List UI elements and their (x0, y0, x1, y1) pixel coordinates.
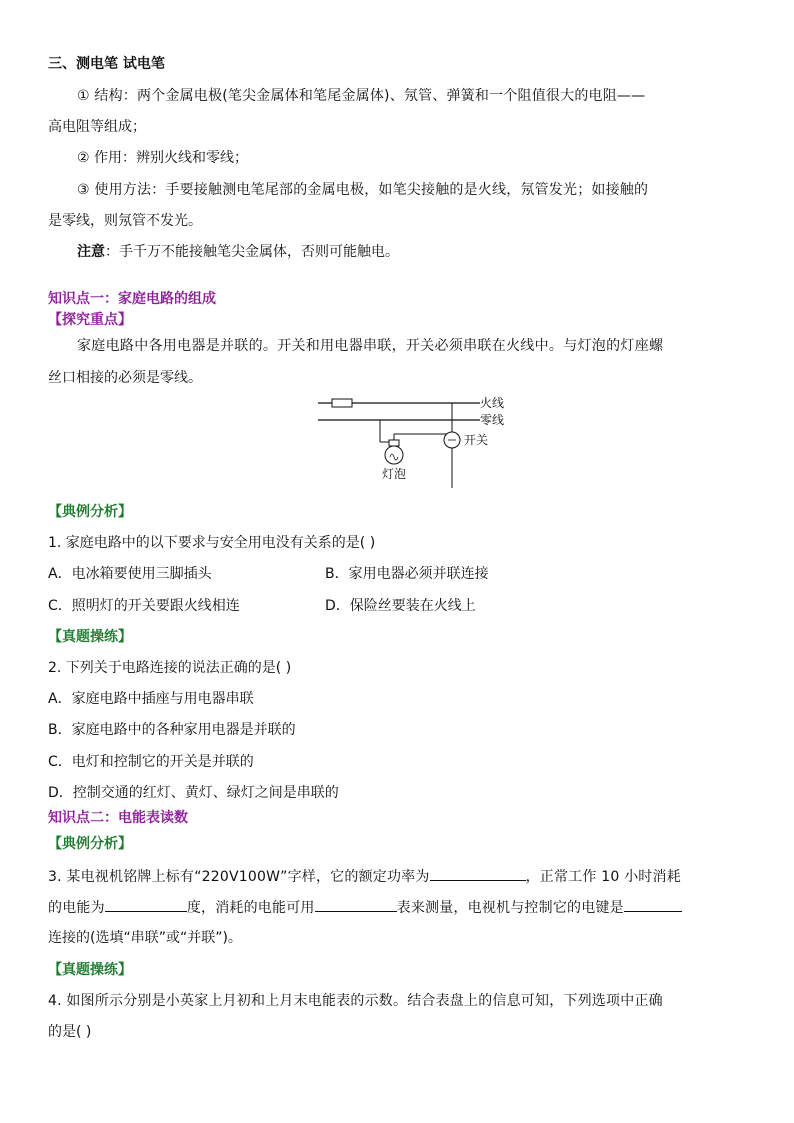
section-tag: 【真题操练】 (48, 962, 132, 978)
structure-item: ① 结构：两个金属电极(笔尖金属体和笔尾金属体)、氖管、弹簧和一个阻值很大的电阻—— (77, 88, 646, 104)
option-b: B．家用电器必须并联连接 (325, 566, 489, 582)
option-b: B．家庭电路中的各种家用电器是并联的 (48, 722, 296, 738)
answer-blank[interactable] (315, 897, 397, 912)
question-text: 的电能为 (48, 900, 105, 916)
question-3-cont (48, 897, 682, 918)
bulb-label: 灯泡 (382, 467, 407, 481)
paragraph: 家庭电路中各用电器是并联的。开关和用电器串联，开关必须串联在火线中。与灯泡的灯座螺 (77, 338, 664, 354)
question-4-cont: 的是( ) (48, 1024, 92, 1040)
structure-item-cont: 高电阻等组成； (48, 119, 146, 135)
knowledge-point-title: 知识点一：家庭电路的组成 (48, 291, 216, 307)
question-3-cont: 连接的(选填“串联”或“并联”)。 (48, 930, 242, 946)
section-title: 三、测电笔 试电笔 (48, 56, 165, 72)
option-a: A．电冰箱要使用三脚插头 (48, 566, 212, 582)
switch-icon (444, 432, 460, 448)
fuse-icon (332, 399, 352, 407)
section-tag: 【典例分析】 (48, 836, 132, 852)
option-a: A．家庭电路中插座与用电器串联 (48, 691, 254, 707)
usage-item-cont: 是零线，则氖管不发光。 (48, 213, 202, 229)
option-d: D．保险丝要装在火线上 (325, 598, 476, 614)
note-text: ：手千万不能接触笔尖金属体，否则可能触电。 (105, 244, 399, 260)
question-4: 4. 如图所示分别是小英家上月初和上月末电能表的示数。结合表盘上的信息可知，下列选项中正确 (48, 993, 663, 1009)
section-tag: 【典例分析】 (48, 504, 132, 520)
usage-item: ③ 使用方法：手要接触测电笔尾部的金属电极，如笔尖接触的是火线，氖管发光；如接触的 (77, 182, 649, 198)
question-text: 度，消耗的电能可用 (186, 900, 315, 916)
question-3 (48, 866, 681, 887)
function-item: ② 作用：辨别火线和零线； (77, 150, 249, 166)
knowledge-point-title: 知识点二：电能表读数 (48, 810, 188, 826)
question-2: 2. 下列关于电路连接的说法正确的是( ) (48, 660, 292, 676)
paragraph-cont: 丝口相接的必须是零线。 (48, 370, 202, 386)
neutral-wire-label: 零线 (480, 413, 505, 427)
circuit-diagram (312, 392, 512, 492)
question-text: ，正常工作 10 小时消耗 (525, 869, 681, 885)
answer-blank[interactable] (624, 897, 682, 912)
option-c: C．电灯和控制它的开关是并联的 (48, 754, 254, 770)
question-1: 1. 家庭电路中的以下要求与安全用电没有关系的是( ) (48, 535, 376, 551)
answer-blank[interactable] (105, 897, 187, 912)
answer-blank[interactable] (430, 866, 526, 881)
section-tag: 【真题操练】 (48, 629, 132, 645)
question-text: 表来测量，电视机与控制它的电键是 (396, 900, 624, 916)
note-line (77, 242, 399, 262)
note-label: 注意 (77, 244, 105, 260)
section-tag: 【探究重点】 (48, 312, 132, 328)
switch-label: 开关 (464, 433, 489, 447)
option-d: D．控制交通的红灯、黄灯、绿灯之间是串联的 (48, 785, 339, 801)
live-wire-label: 火线 (480, 396, 505, 410)
option-c: C．照明灯的开关要跟火线相连 (48, 598, 240, 614)
question-text: 3. 某电视机铭牌上标有“220V100W”字样，它的额定功率为 (48, 869, 430, 885)
